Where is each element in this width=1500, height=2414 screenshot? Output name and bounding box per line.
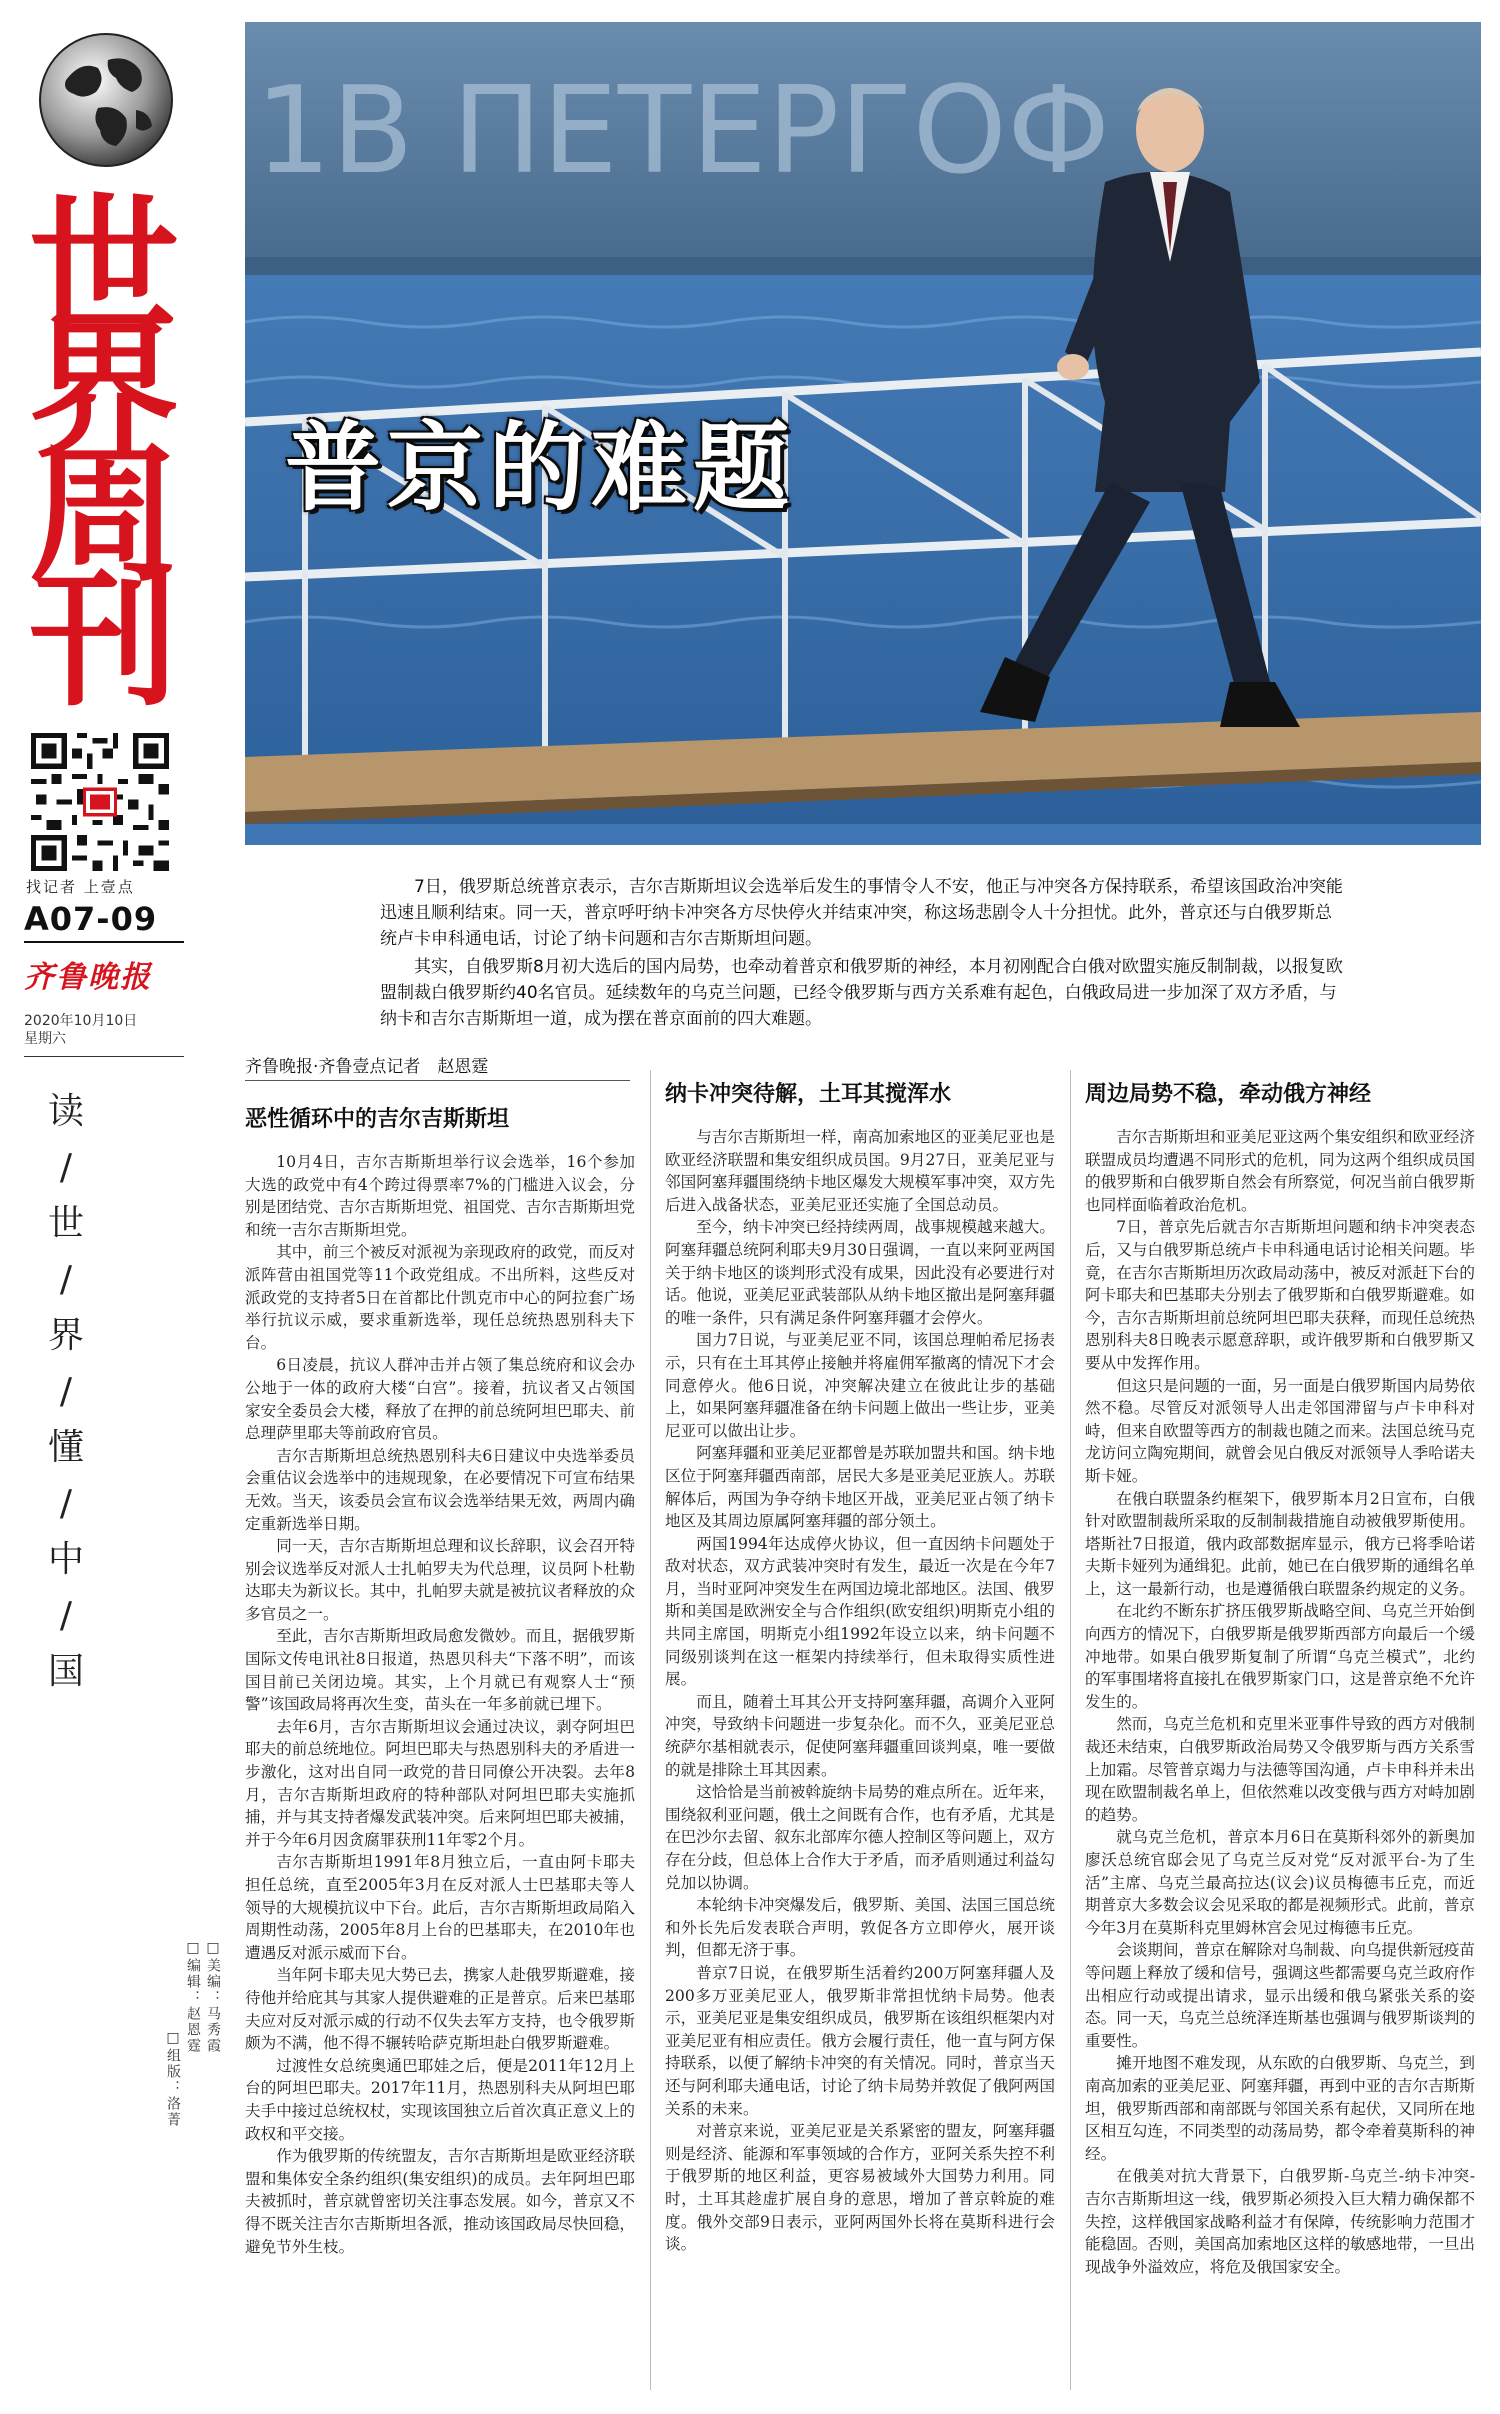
body-paragraph: 在俄白联盟条约框架下，俄罗斯本月2日宣布，白俄针对欧盟制裁所采取的反制制裁措施自动被俄罗斯使用。塔斯社7日报道，俄内政部数据库显示，俄方已将季哈诺夫斯卡娅列为通缉犯。此前，她已在白俄罗斯的通缉名单上，这一最新行动，也是遵循俄白联盟条约规定的义务。 — [1085, 1489, 1475, 1598]
body-paragraph: 在俄美对抗大背景下，白俄罗斯-乌克兰-纳卡冲突-吉尔吉斯斯坦这一线，俄罗斯必须投入巨大精力确保都不失控，这样俄国家战略利益才有保障，传统影响力范围才能稳固。否则，美国高加索地区这样的敏感地带，一旦出现战争外溢效应，将危及俄国家安全。 — [1085, 2167, 1475, 2276]
qr-code-icon[interactable] — [26, 728, 174, 876]
masthead — [14, 26, 224, 2396]
body-paragraph: 7日，普京先后就吉尔吉斯斯坦问题和纳卡冲突表态后，又与白俄罗斯总统卢卡申科通电话讨论相关问题。毕竟，在吉尔吉斯斯坦历次政局动荡中，被反对派赶下台的阿卡耶夫和巴基耶夫分别去了俄罗斯和白俄罗斯避难。如今，吉尔吉斯斯坦前总统阿坦巴耶夫获释，而现任总统热恩别科夫8日晚表示愿意辞职，或许俄罗斯和白俄罗斯又要从中发挥作用。 — [1085, 1218, 1475, 1372]
body-paragraph: 而且，随着土耳其公开支持阿塞拜疆，高调介入亚阿冲突，导致纳卡问题进一步复杂化。而不久，亚美尼亚总统萨尔基相就表示，促使阿塞拜疆重回谈判桌，唯一要做的就是排除土耳其因素。 — [665, 1692, 1055, 1779]
lead-paragraph: 其实，自俄罗斯8月初大选后的国内局势，也牵动着普京和俄罗斯的神经，本月初刚配合白俄对欧盟实施反制制裁，以报复欧盟制裁白俄罗斯约40名官员。延续数年的乌克兰问题，已经令俄罗斯与西方关系难有起色，白俄政局进一步加深了双方矛盾，与纳卡和吉尔吉斯斯坦一道，成为摆在普京面前的四大难题。 — [380, 957, 1343, 1029]
column-divider — [1070, 1070, 1071, 2390]
paper-name-logo: 齐鲁晚报 — [24, 960, 152, 995]
body-paragraph: 国力7日说，与亚美尼亚不同，该国总理帕希尼扬表示，只有在土耳其停止接触并将雇佣军撤离的情况下才会同意停火。他6日说，冲突解决建立在彼此让步的基础上，如果阿塞拜疆准备在纳卡问题上做出一些让步，亚美尼亚可以做出让步。 — [665, 1331, 1055, 1440]
lead-paragraph: 7日，俄罗斯总统普京表示，吉尔吉斯斯坦议会选举后发生的事情令人不安，他正与冲突各方保持联系，希望该国政治冲突能迅速且顺利结束。同一天，普京呼吁纳卡冲突各方尽快停火并结束冲突，称这场悲剧令人十分担忧。此外，普京还与白俄罗斯总统卢卡申科通电话，讨论了纳卡问题和吉尔吉斯斯坦问题。 — [380, 877, 1343, 949]
masthead-char: 周 — [28, 429, 175, 603]
byline: 齐鲁晚报·齐鲁壹点记者 赵恩霆 — [245, 1057, 489, 1077]
body-paragraph: 同一天，吉尔吉斯斯坦总理和议长辞职，议会召开特别会议选举反对派人士扎帕罗夫为代总理，议员阿卜杜勒达耶夫为新议长。其中，扎帕罗夫就是被抗议者释放的众多官员之一。 — [245, 1537, 635, 1623]
slogan-char: 懂 — [47, 1427, 84, 1468]
masthead-char: 刊 — [28, 553, 175, 727]
issue-weekday: 星期六 — [24, 1031, 66, 1047]
ship-hull-text: 1В ПЕТЕРГОФ — [255, 62, 1111, 201]
section-heading: 周边局势不稳，牵动俄方神经 — [1085, 1082, 1372, 1107]
body-paragraph: 至今，纳卡冲突已经持续两周，战事规模越来越大。阿塞拜疆总统阿利耶夫9月30日强调，一直以来阿亚两国关于纳卡地区的谈判形式没有成果，因此没有必要进行对话。他说，亚美尼亚武装部队从纳卡地区撤出是阿塞拜疆的唯一条件，只有满足条件阿塞拜疆才会停火。 — [665, 1218, 1055, 1327]
slogan-char: 国 — [47, 1651, 84, 1692]
slogan-char: / — [59, 1483, 73, 1524]
masthead-char: 世 — [28, 181, 175, 355]
body-paragraph: 但这只是问题的一面，另一面是白俄罗斯国内局势依然不稳。尽管反对派领导人出走邻国滞留与卢卡申科对峙，但来自欧盟等西方的制裁也随之而来。法国总统马克龙访问立陶宛期间，就曾会见白俄反对派领导人季哈诺夫斯卡娅。 — [1085, 1376, 1475, 1485]
body-paragraph: 至此，吉尔吉斯斯坦政局愈发微妙。而且，据俄罗斯国际文传电讯社8日报道，热恩贝科夫“下落不明”，而该国目前已关闭边境。其实，上个月就已有观察人士“预警”该国政局将再次生变，苗头在一年多前就已埋下。 — [245, 1627, 635, 1714]
article-column-neighborhood — [1085, 1070, 1475, 2395]
page-number: A07-09 — [24, 900, 158, 938]
body-paragraph: 与吉尔吉斯斯坦一样，南高加索地区的亚美尼亚也是欧亚经济联盟和集安组织成员国。9月27日，亚美尼亚与邻国阿塞拜疆围绕纳卡地区爆发大规模军事冲突，双方先后进入战备状态，亚美尼亚还实施了全国总动员。 — [665, 1128, 1055, 1214]
credit-designer: □美编：马秀霞 — [205, 1940, 221, 2054]
body-paragraph: 在北约不断东扩挤压俄罗斯战略空间、乌克兰开始倒向西方的情况下，白俄罗斯是俄罗斯西部方向最后一个缓冲地带。如果白俄罗斯复制了所谓“乌克兰模式”，北约的军事围堵将直接扎在俄罗斯家门口，这是普京绝不允许发生的。 — [1085, 1602, 1475, 1711]
body-paragraph: 阿塞拜疆和亚美尼亚都曾是苏联加盟共和国。纳卡地区位于阿塞拜疆西南部，居民大多是亚美尼亚族人。苏联解体后，两国为争夺纳卡地区开战，亚美尼亚占领了纳卡地区及其周边原属阿塞拜疆的部分领土。 — [665, 1444, 1055, 1531]
section-heading: 纳卡冲突待解，土耳其搅浑水 — [665, 1082, 952, 1107]
section-slogan — [36, 1084, 96, 1700]
divider — [245, 1080, 630, 1081]
headline: 普京的难题 — [285, 412, 795, 524]
body-paragraph: 普京7日说，在俄罗斯生活着约200万阿塞拜疆人及200多万亚美尼亚人，俄罗斯非常担忧纳卡局势。他表示，亚美尼亚是集安组织成员，俄罗斯在该组织框架内对亚美尼亚有相应责任。俄方会履行责任，他一直与阿方保持联系，以便了解纳卡冲突的有关情况。同时，普京当天还与阿利耶夫通电话，讨论了纳卡局势并敦促了俄阿两国关系的未来。 — [665, 1963, 1055, 2118]
body-paragraph: 本轮纳卡冲突爆发后，俄罗斯、美国、法国三国总统和外长先后发表联合声明，敦促各方立即停火，展开谈判，但都无济于事。 — [665, 1896, 1055, 1960]
slogan-char: / — [59, 1371, 73, 1412]
slogan-char: / — [59, 1259, 73, 1300]
body-paragraph: 过渡性女总统奥通巴耶娃之后，便是2011年12月上台的阿坦巴耶夫。2017年11月，热恩别科夫从阿坦巴耶夫手中接过总统权杖，实现该国独立后首次真正意义上的政权和平交接。 — [245, 2056, 635, 2143]
body-paragraph: 这恰恰是当前被斡旋纳卡局势的难点所在。近年来，围绕叙利亚问题，俄土之间既有合作，也有矛盾，尤其是在巴沙尔去留、叙东北部库尔德人控制区等问题上，双方存在分歧，但总体上合作大于矛盾，而矛盾则通过利益勾兑加以协调。 — [665, 1783, 1055, 1892]
slogan-char: / — [59, 1595, 73, 1636]
body-paragraph: 就乌克兰危机，普京本月6日在莫斯科郊外的新奥加廖沃总统官邸会见了乌克兰反对党“反对派平台-为了生活”主席、乌克兰最高拉达(议会)议员梅德韦丘克，而近期普京大多数会议会见采取的都是视频形式。此前，普京今年3月在莫斯科克里姆林宫会见过梅德韦丘克。 — [1085, 1828, 1475, 1937]
body-paragraph: 10月4日，吉尔吉斯斯坦举行议会选举，16个参加大选的政党中有4个跨过得票率7%的门槛进入议会，分别是团结党、吉尔吉斯斯坦党、祖国党、吉尔吉斯斯坦党和统一吉尔吉斯斯坦党。 — [245, 1153, 635, 1239]
slogan-char: 读 — [47, 1091, 84, 1132]
globe-icon — [36, 30, 176, 170]
divider — [24, 941, 184, 943]
lead-summary — [380, 874, 1348, 1034]
section-heading: 恶性循环中的吉尔吉斯斯坦 — [245, 1107, 510, 1132]
article-column-nagorno-karabakh — [665, 1070, 1055, 2395]
column-divider — [650, 1070, 651, 2390]
body-paragraph: 6日凌晨，抗议人群冲击并占领了集总统府和议会办公地于一体的政府大楼“白宫”。接着，抗议者又占领国家安全委员会大楼，释放了在押的前总统阿坦巴耶夫、前总理萨里耶夫等前政府官员。 — [245, 1356, 635, 1443]
body-paragraph: 其中，前三个被反对派视为亲现政府的政党，而反对派阵营由祖国党等11个政党组成。不出所料，这些反对派政党的支持者5日在首都比什凯克市中心的阿拉套广场举行抗议示威，要求重新选举，现任总统热恩别科夫下台。 — [245, 1243, 635, 1352]
body-paragraph: 吉尔吉斯斯坦和亚美尼亚这两个集安组织和欧亚经济联盟成员均遭遇不同形式的危机，同为这两个组织成员国的俄罗斯和白俄罗斯自然会有所察觉，何况当前白俄罗斯也同样面临着政治危机。 — [1085, 1128, 1475, 1214]
divider — [24, 1056, 184, 1057]
slogan-char: 中 — [47, 1539, 84, 1580]
credit-layout: □组版：洛菁 — [165, 2030, 181, 2128]
slogan-char: / — [59, 1147, 73, 1188]
masthead-char: 界 — [28, 305, 175, 479]
slogan-char: 界 — [47, 1315, 84, 1356]
body-paragraph: 会谈期间，普京在解除对乌制裁、向乌提供新冠疫苗等问题上释放了缓和信号，强调这些都需要乌克兰政府作出相应行动或提出请求，显示出缓和俄乌紧张关系的姿态。同一天，乌克兰总统泽连斯基也强调与俄罗斯谈判的重要性。 — [1085, 1941, 1475, 2050]
qr-caption: 找记者 上壹点 — [26, 878, 135, 896]
body-paragraph: 吉尔吉斯斯坦1991年8月独立后，一直由阿卡耶夫担任总统，直至2005年3月在反对派人士巴基耶夫等人领导的大规模抗议中下台。此后，吉尔吉斯斯坦政局陷入周期性动荡，2005年8月上台的巴基耶夫，在2010年也遭遇反对派示威而下台。 — [245, 1853, 635, 1962]
body-paragraph: 两国1994年达成停火协议，但一直因纳卡问题处于敌对状态，双方武装冲突时有发生，最近一次是在今年7月，当时亚阿冲突发生在两国边境北部地区。法国、俄罗斯和美国是欧洲安全与合作组织(欧安组织)明斯克小组的共同主席国，明斯克小组1992年设立以来，纳卡问题不同级别谈判在这一框架内持续举行，但未取得实质性进展。 — [665, 1534, 1055, 1689]
article-column-kyrgyzstan — [245, 1095, 635, 2395]
body-paragraph: 摊开地图不难发现，从东欧的白俄罗斯、乌克兰，到南高加索的亚美尼亚、阿塞拜疆，再到中亚的吉尔吉斯斯坦，俄罗斯西部和南部既与邻国关系有起伏，又同所在地区相互勾连，不同类型的动荡局势，都令牵着莫斯科的神经。 — [1085, 2054, 1475, 2163]
body-paragraph: 当年阿卡耶夫见大势已去，携家人赴俄罗斯避难，接待他并给庇其与其家人提供避难的正是普京。后来巴基耶夫应对反对派示威的行动不仅失去军方支持，也令俄罗斯颇为不满，他不得不辗转哈萨克斯坦赴白俄罗斯避难。 — [245, 1966, 635, 2053]
slogan-char: 世 — [47, 1203, 84, 1244]
body-paragraph: 吉尔吉斯斯坦总统热恩别科夫6日建议中央选举委员会重估议会选举中的违规现象，在必要情况下可宣布结果无效。当天，该委员会宣布议会选举结果无效，两周内确定重新选举日期。 — [245, 1446, 635, 1533]
body-paragraph: 去年6月，吉尔吉斯斯坦议会通过决议，剥夺阿坦巴耶夫的前总统地位。阿坦巴耶夫与热恩别科夫的矛盾进一步激化，这对出自同一政党的昔日同僚公开决裂。去年8月，吉尔吉斯斯坦政府的特种部队对阿坦巴耶夫实施抓捕，并与其支持者爆发武装冲突。后来阿坦巴耶夫被捕，并于今年6月因贪腐罪获刑11年零2个月。 — [245, 1717, 635, 1849]
staff-credits — [164, 1940, 224, 2160]
paper-date — [24, 1012, 137, 1048]
hero-photo — [245, 22, 1481, 845]
credit-editor: □编辑：赵恩霆 — [185, 1940, 201, 2054]
issue-date: 2020年10月10日 — [24, 1013, 138, 1029]
body-paragraph: 作为俄罗斯的传统盟友，吉尔吉斯斯坦是欧亚经济联盟和集体安全条约组织(集安组织)的成员。去年阿坦巴耶夫被抓时，普京就曾密切关注事态发展。如今，普京又不得不既关注吉尔吉斯斯坦各派，推动该国政局尽快回稳，避免节外生枝。 — [245, 2147, 635, 2256]
body-paragraph: 然而，乌克兰危机和克里米亚事件导致的西方对俄制裁还未结束，白俄罗斯政治局势又令俄罗斯与西方关系雪上加霜。尽管普京竭力与法德等国沟通，卢卡申科并未出现在欧盟制裁名单上，但依然难以改变俄与西方对峙加剧的趋势。 — [1085, 1715, 1475, 1824]
body-paragraph: 对普京来说，亚美尼亚是关系紧密的盟友，阿塞拜疆则是经济、能源和军事领域的合作方，亚阿关系失控不利于俄罗斯的地区利益，更容易被域外大国势力利用。同时，土耳其趁虚扩展自身的意思，增加了普京斡旋的难度。俄外交部9日表示，亚阿两国外长将在莫斯科进行会谈。 — [665, 2122, 1055, 2254]
masthead-title — [22, 181, 182, 727]
